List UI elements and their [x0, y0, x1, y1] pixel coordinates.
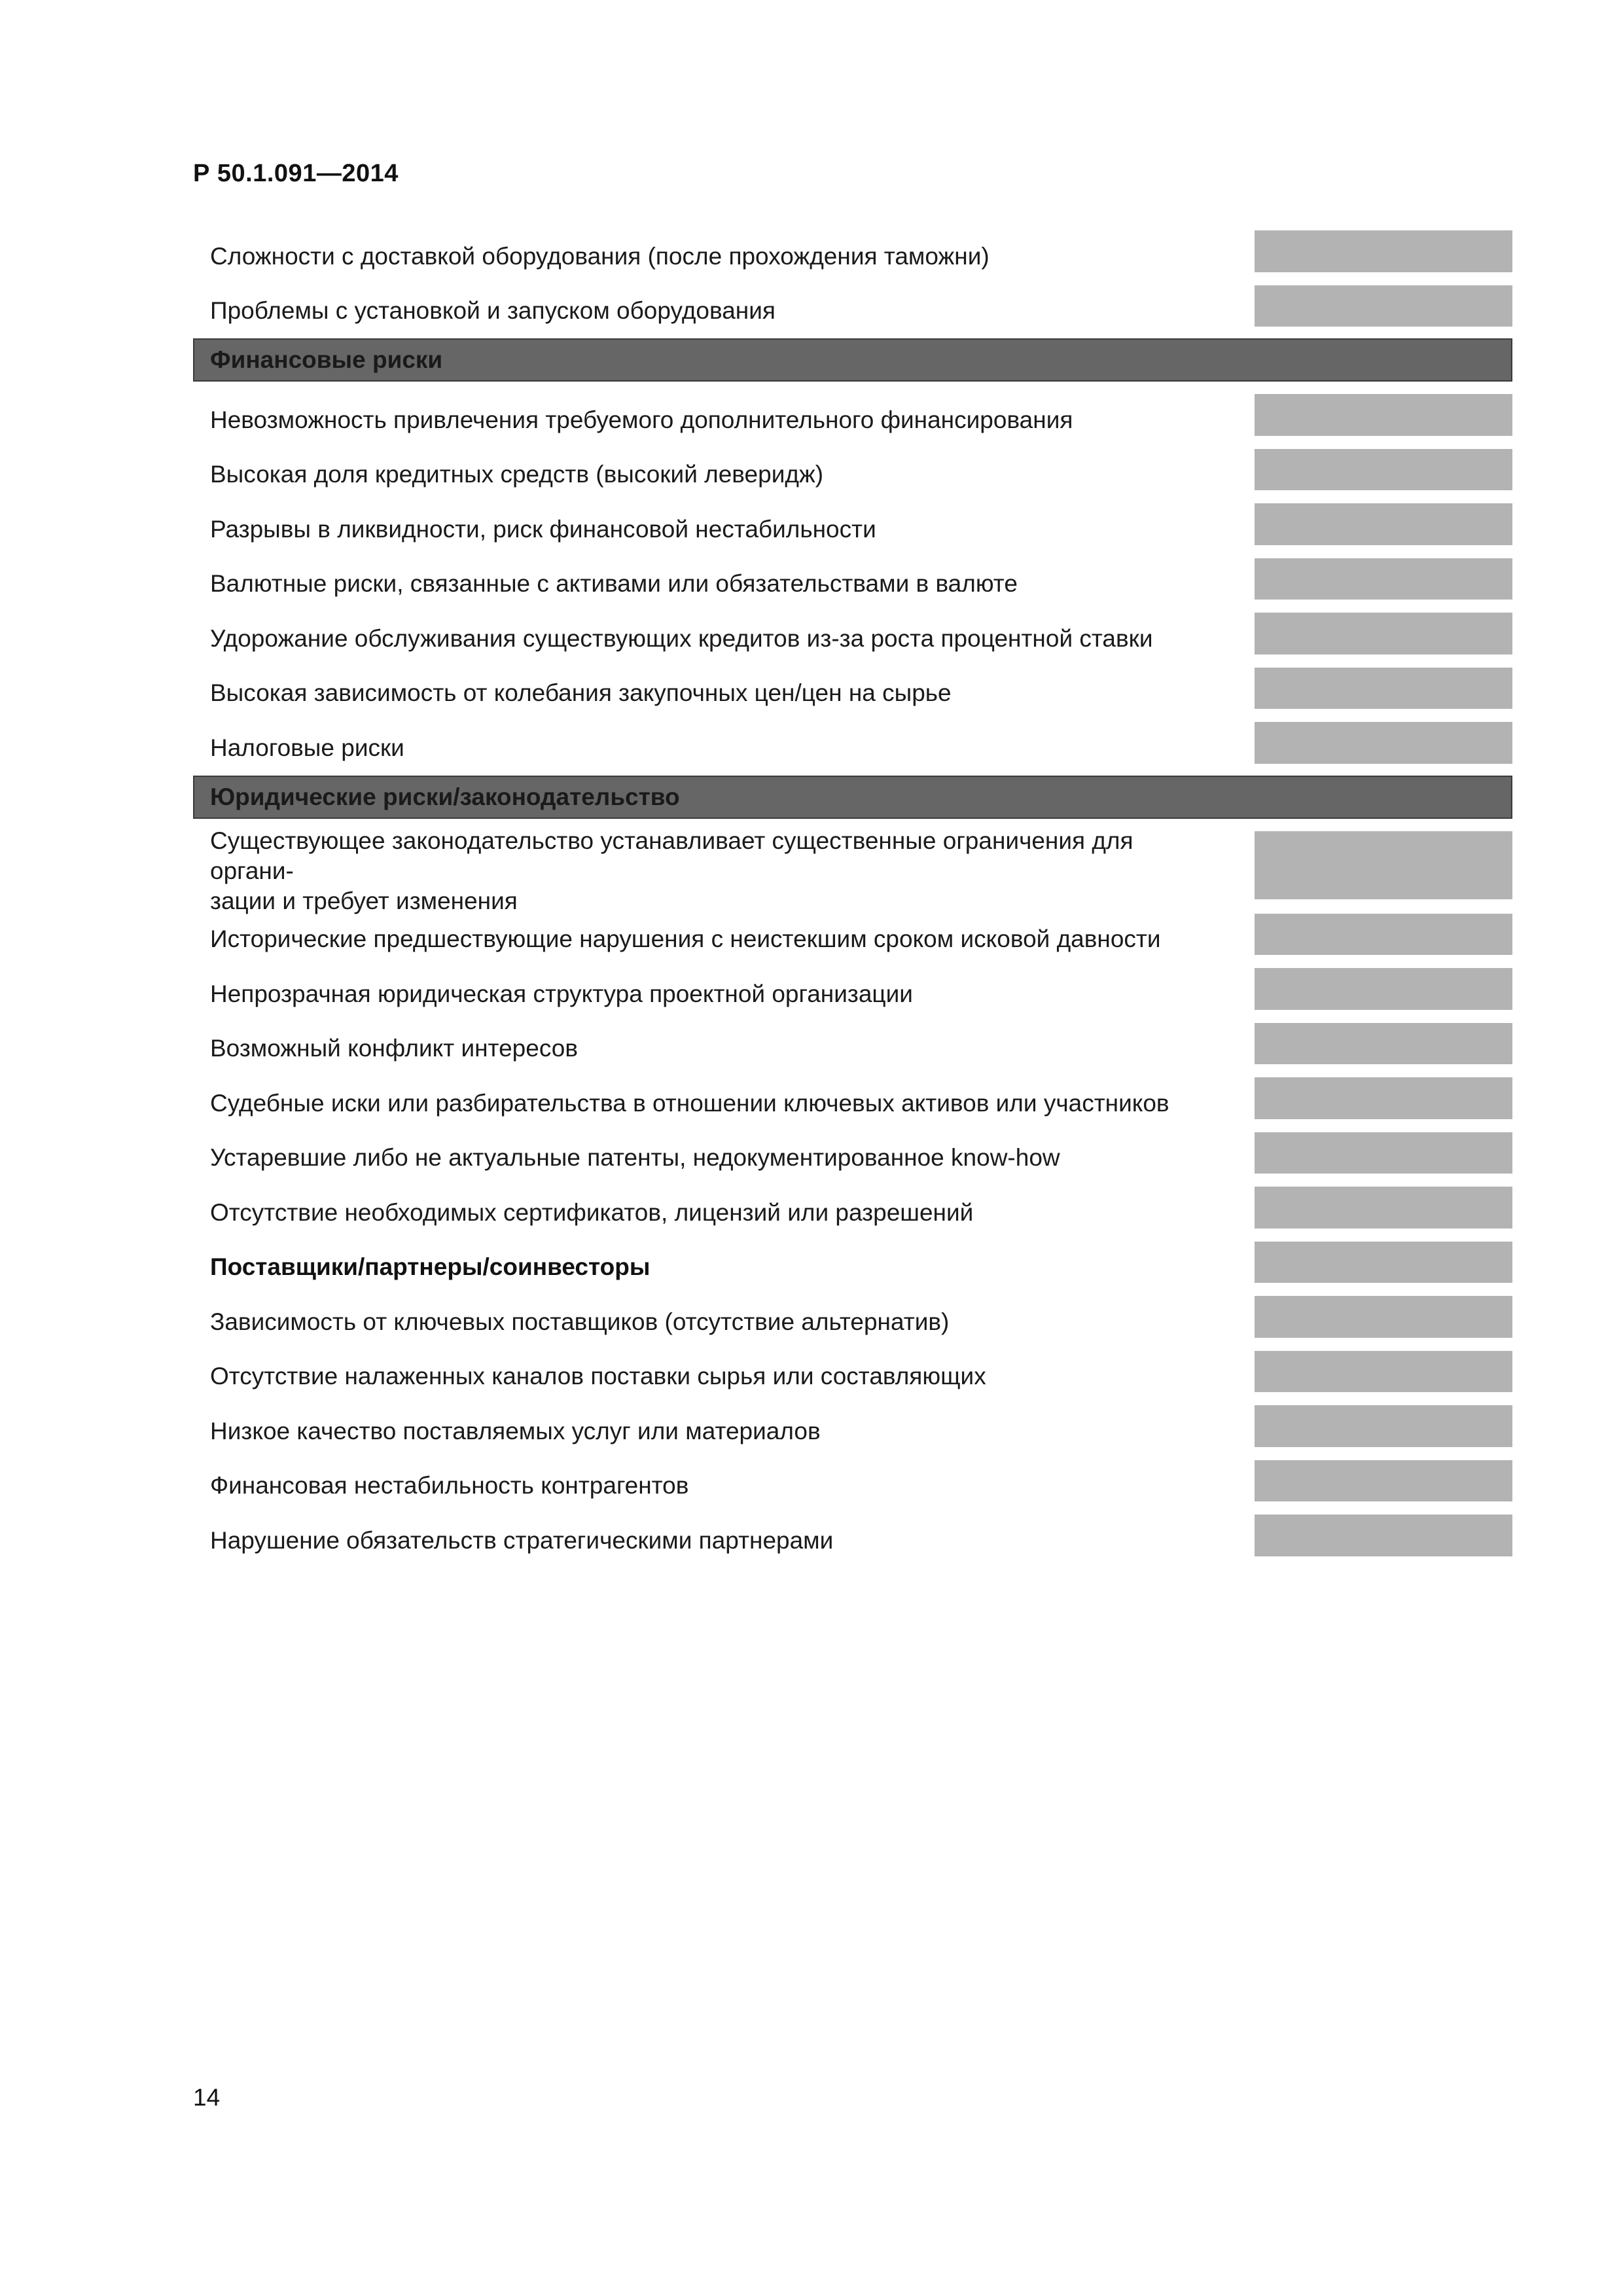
subsection-title: Поставщики/партнеры/соинвесторы — [210, 1253, 651, 1281]
risk-row — [193, 1350, 1512, 1405]
risk-label: Налоговые риски — [210, 734, 404, 761]
risk-row — [193, 1131, 1512, 1186]
rating-cell[interactable] — [1255, 914, 1512, 956]
risk-label: Возможный конфликт интересов — [210, 1035, 578, 1062]
rating-cell[interactable] — [1255, 668, 1512, 709]
risk-row — [193, 1295, 1512, 1350]
risk-label: Удорожание обслуживания существующих кредитов из-за роста процентной ставки — [210, 624, 1153, 652]
risk-row — [193, 448, 1512, 503]
risk-row — [193, 284, 1512, 339]
risk-label: Зависимость от ключевых поставщиков (отсутствие альтернатив) — [210, 1308, 950, 1335]
risk-row — [193, 1459, 1512, 1514]
rating-cell[interactable] — [1255, 1296, 1512, 1338]
risk-row — [193, 502, 1512, 557]
rating-cell[interactable] — [1255, 968, 1512, 1010]
risk-row — [193, 912, 1512, 967]
section-title: Юридические риски/законодательство — [210, 783, 680, 810]
rating-cell[interactable] — [1255, 558, 1512, 600]
rating-cell[interactable] — [1255, 1023, 1512, 1065]
rating-cell[interactable] — [1255, 449, 1512, 491]
subsection-row — [193, 1240, 1512, 1295]
risk-label: Отсутствие необходимых сертификатов, лицензий или разрешений — [210, 1198, 974, 1226]
risk-row — [193, 1404, 1512, 1459]
risk-row — [193, 393, 1512, 448]
rating-cell[interactable] — [1255, 1351, 1512, 1393]
risk-row — [193, 827, 1512, 914]
risk-row — [193, 967, 1512, 1022]
risk-label: Высокая зависимость от колебания закупочных цен/цен на сырье — [210, 679, 952, 707]
risk-label: Нарушение обязательств стратегическими партнерами — [210, 1526, 834, 1554]
risk-label: Низкое качество поставляемых услуг или материалов — [210, 1417, 821, 1444]
rating-cell[interactable] — [1255, 1077, 1512, 1119]
risk-label: Судебные иски или разбирательства в отношении ключевых активов или участников — [210, 1089, 1169, 1117]
risk-row — [193, 557, 1512, 612]
rating-cell[interactable] — [1255, 1242, 1512, 1283]
risk-label: Высокая доля кредитных средств (высокий леверидж) — [210, 461, 824, 488]
rating-cell[interactable] — [1255, 1187, 1512, 1229]
section-header — [193, 776, 1512, 819]
risk-label: Сложности с доставкой оборудования (после прохождения таможни) — [210, 242, 990, 270]
risk-label: Финансовая нестабильность контрагентов — [210, 1472, 689, 1499]
risk-label: Разрывы в ликвидности, риск финансовой нестабильности — [210, 515, 876, 543]
risk-label: Отсутствие налаженных каналов поставки сырья или составляющих — [210, 1363, 986, 1390]
rating-cell[interactable] — [1255, 394, 1512, 436]
risk-label: Валютные риски, связанные с активами или обязательствами в валюте — [210, 570, 1018, 598]
section-title: Финансовые риски — [210, 346, 443, 373]
risk-label: Существующее законодательство устанавливает существенные ограничения для органи- зации и требует изменения — [210, 827, 1133, 914]
rating-cell[interactable] — [1255, 613, 1512, 655]
rating-cell[interactable] — [1255, 831, 1512, 899]
rating-cell[interactable] — [1255, 285, 1512, 327]
risk-label: Невозможность привлечения требуемого дополнительного финансирования — [210, 406, 1073, 433]
risk-label: Устаревшие либо не актуальные патенты, недокументированное know-how — [210, 1144, 1060, 1172]
risk-label: Исторические предшествующие нарушения с неистекшим сроком исковой давности — [210, 925, 1161, 953]
risk-row — [193, 1022, 1512, 1077]
risk-row — [193, 721, 1512, 776]
risk-row — [193, 611, 1512, 666]
section-header — [193, 338, 1512, 382]
rating-cell[interactable] — [1255, 1132, 1512, 1174]
rating-cell[interactable] — [1255, 1515, 1512, 1556]
rating-cell[interactable] — [1255, 230, 1512, 272]
risk-label: Непрозрачная юридическая структура проектной организации — [210, 980, 913, 1007]
rating-cell[interactable] — [1255, 1405, 1512, 1447]
rating-cell[interactable] — [1255, 1460, 1512, 1502]
risk-row — [193, 1513, 1512, 1568]
risk-row — [193, 666, 1512, 721]
document-header: Р 50.1.091—2014 — [193, 160, 399, 187]
risk-label: Проблемы с установкой и запуском оборудования — [210, 297, 776, 325]
risk-table — [193, 229, 1512, 1568]
risk-row — [193, 229, 1512, 284]
rating-cell[interactable] — [1255, 503, 1512, 545]
risk-row — [193, 1076, 1512, 1131]
page-number: 14 — [193, 2084, 221, 2111]
rating-cell[interactable] — [1255, 722, 1512, 764]
risk-row — [193, 1185, 1512, 1240]
